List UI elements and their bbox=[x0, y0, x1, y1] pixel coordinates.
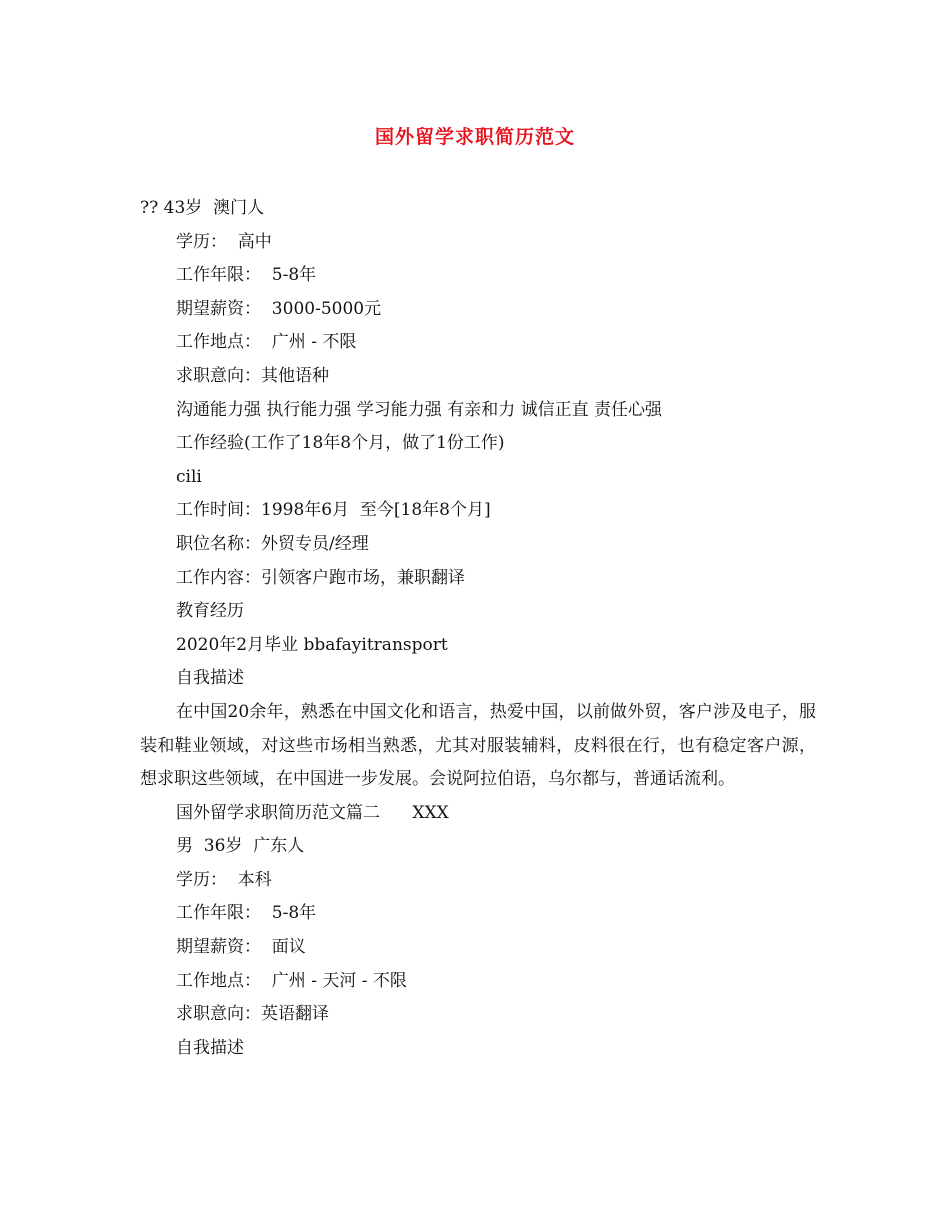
position-title-line: 职位名称：外贸专员/经理 bbox=[176, 533, 369, 554]
work-experience-heading: 工作经验(工作了18年8个月，做了1份工作) bbox=[176, 433, 505, 454]
self-description-heading-2: 自我描述 bbox=[176, 1037, 244, 1058]
work-content-line: 工作内容：引领客户跑市场，兼职翻译 bbox=[176, 567, 465, 588]
job-intention-line: 求职意向：其他语种 bbox=[176, 365, 329, 386]
expected-salary-line: 期望薪资： 3000-5000元 bbox=[176, 298, 382, 319]
candidate-header-line: ?? 43岁 澳门人 bbox=[140, 198, 265, 218]
education-heading: 教育经历 bbox=[176, 601, 244, 622]
candidate-two-header-line: 男 36岁 广东人 bbox=[176, 836, 305, 857]
skills-line: 沟通能力强 执行能力强 学习能力强 有亲和力 诚信正直 责任心强 bbox=[176, 399, 663, 420]
work-years-line: 工作年限： 5-8年 bbox=[176, 265, 317, 286]
work-period-line: 工作时间：1998年6月 至今[18年8个月] bbox=[176, 500, 491, 521]
education-level-line-2: 学历： 本科 bbox=[176, 869, 272, 890]
work-location-line: 工作地点： 广州 - 不限 bbox=[176, 332, 357, 353]
graduation-line: 2020年2月毕业 bbafayitransport bbox=[176, 634, 448, 655]
document-body bbox=[140, 192, 816, 1065]
company-name-line: cili bbox=[176, 466, 202, 487]
self-description-paragraph: 在中国20余年，熟悉在中国文化和语言，热爱中国，以前做外贸，客户涉及电子，服装和鞋业领域，对这些市场相当熟悉，尤其对服装辅料，皮料很在行，也有稳定客户源，想求职这些领域，在中国进一步发展。会说阿拉伯语，乌尔都与，普通话流利。 bbox=[140, 701, 816, 790]
job-intention-line-2: 求职意向：英语翻译 bbox=[176, 1004, 329, 1025]
section-two-heading: 国外留学求职简历范文篇二 XXX bbox=[176, 802, 449, 823]
education-level-line: 学历： 高中 bbox=[176, 231, 272, 252]
document-title: 国外留学求职简历范文 bbox=[374, 126, 575, 148]
work-location-line-2: 工作地点： 广州 - 天河 - 不限 bbox=[176, 970, 407, 991]
work-years-line-2: 工作年限： 5-8年 bbox=[176, 903, 317, 924]
expected-salary-line-2: 期望薪资： 面议 bbox=[176, 937, 306, 958]
self-description-heading: 自我描述 bbox=[176, 668, 244, 689]
